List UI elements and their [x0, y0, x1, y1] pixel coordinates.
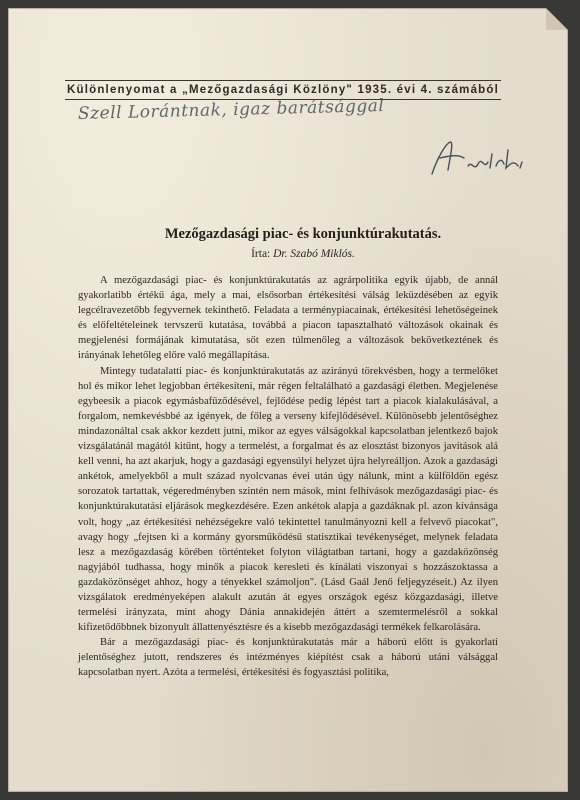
article-byline [68, 248, 538, 260]
document-page [8, 8, 568, 792]
byline-prefix: Írta: [251, 248, 271, 260]
handwritten-dedication: Szell Lorántnak, igaz barátsággal [77, 95, 385, 125]
article-body [78, 273, 498, 681]
paragraph: A mezőgazdasági piac- és konjunktúrakutatás az agrárpolitika egyik újabb, de annál gyakorlatibb értékű ága, mely a mai, elsősorban értékesítési válság leküzdésében az egyik legcélravezetőbb fegyvernek tekinthető. Feladata a terménypiacainak, értékesítési lehetőségeinek és előfeltételeinek tervszerű kutatása, továbbá a piacon tapasztalható változások okainak és megjelenési formájának kimutatása, sőt ezen túlmenőleg a változások bekövetkeztének és irányának lehetőleg előre való megállapítása. [78, 275, 498, 362]
article-title: Mezőgazdasági piac- és konjunktúrakutatás. [164, 226, 442, 242]
paragraph: Bár a mezőgazdasági piac- és konjunktúrakutatás már a háború előtt is gyakorlati jelentőséghez jutott, rendszeres és intézményes kiépítést csak a háború utáni válsággal kapcsolatban nyert. Azóta a termelési, értékesítési és fogyasztási politika, [78, 637, 498, 679]
offprint-header: Különlenyomat a „Mezőgazdasági Közlöny" 1935. évi 4. számából [66, 84, 500, 96]
page-fold-corner [546, 8, 568, 30]
byline-author: Dr. Szabó Miklós. [273, 248, 355, 260]
handwritten-signature [428, 136, 538, 181]
paragraph: Mintegy tudatalatti piac- és konjunktúrakutatás az azirányú törekvésben, hogy a termelőket hol és mikor lehet legjobban értékesíteni, már régen feltalálható a gazdasági életben. Megjelenése egybeesik a piacok egymásbafűződésével, fejlődése pedig lépést tart a piacok kialakulásával, a forgalom, nemkevésbbé az igények, de főleg a verseny kifejlődésével. Különösebb jelentőséghez mindazonáltal csak akkor kezdett jutni, mikor az egyes válságokkal kapcsolatban jelentkező bajok vizsgálatánál magától kitűnt, hogy a termelést, a forgalmat és az elosztást bizonyos javítások alá kell venni, ha azt akarjuk, hogy a gazdasági egyensúlyi helyzet újra helyreálljon. Azok a gazdasági ankétok, amelyekből a mult század nyolcvanas évei után úgy nálunk, mint a külföldön egész sorozatok tartattak, végeredményben szintén nem mások, mint felhívások mezőgazdasági piac- és konjunktúrakutatási eljárások megkezdésére. Ezen ankétok alapja a gazdáknak pl. azon kívánsága volt, hogy „az értékesítési nehézségekre való tekintettel tanulmányozni kell a felvevő piacokat", avagy hogy „fejtsen ki a kormány gyorsműködésű statisztikai tevékenységet, melynek feladata lesz a mezőgazdaság körében történteket folyton világtatban tartani, hogy a gazdaközönség nagyjából tudhassa, hogy minők a piacok keresleti és kínálati viszonyai s hozzászoktassa a gazdaközönséget ahhoz, hogy a tényekkel számoljon". (Lásd Gaál Jenő feljegyzéseit.) Az ilyen vizsgálatok eredményeképen alakult azután át egyes országok egész közgazdasági, illetve termelési irányzata, mint ahogy Dánia annakidején áttért a szemtermelésről a sokkal kifizetődőbbnek bizonyult állattenyésztésre és a kisebb mezőgazdasági termékek felkarolására. [78, 365, 498, 634]
